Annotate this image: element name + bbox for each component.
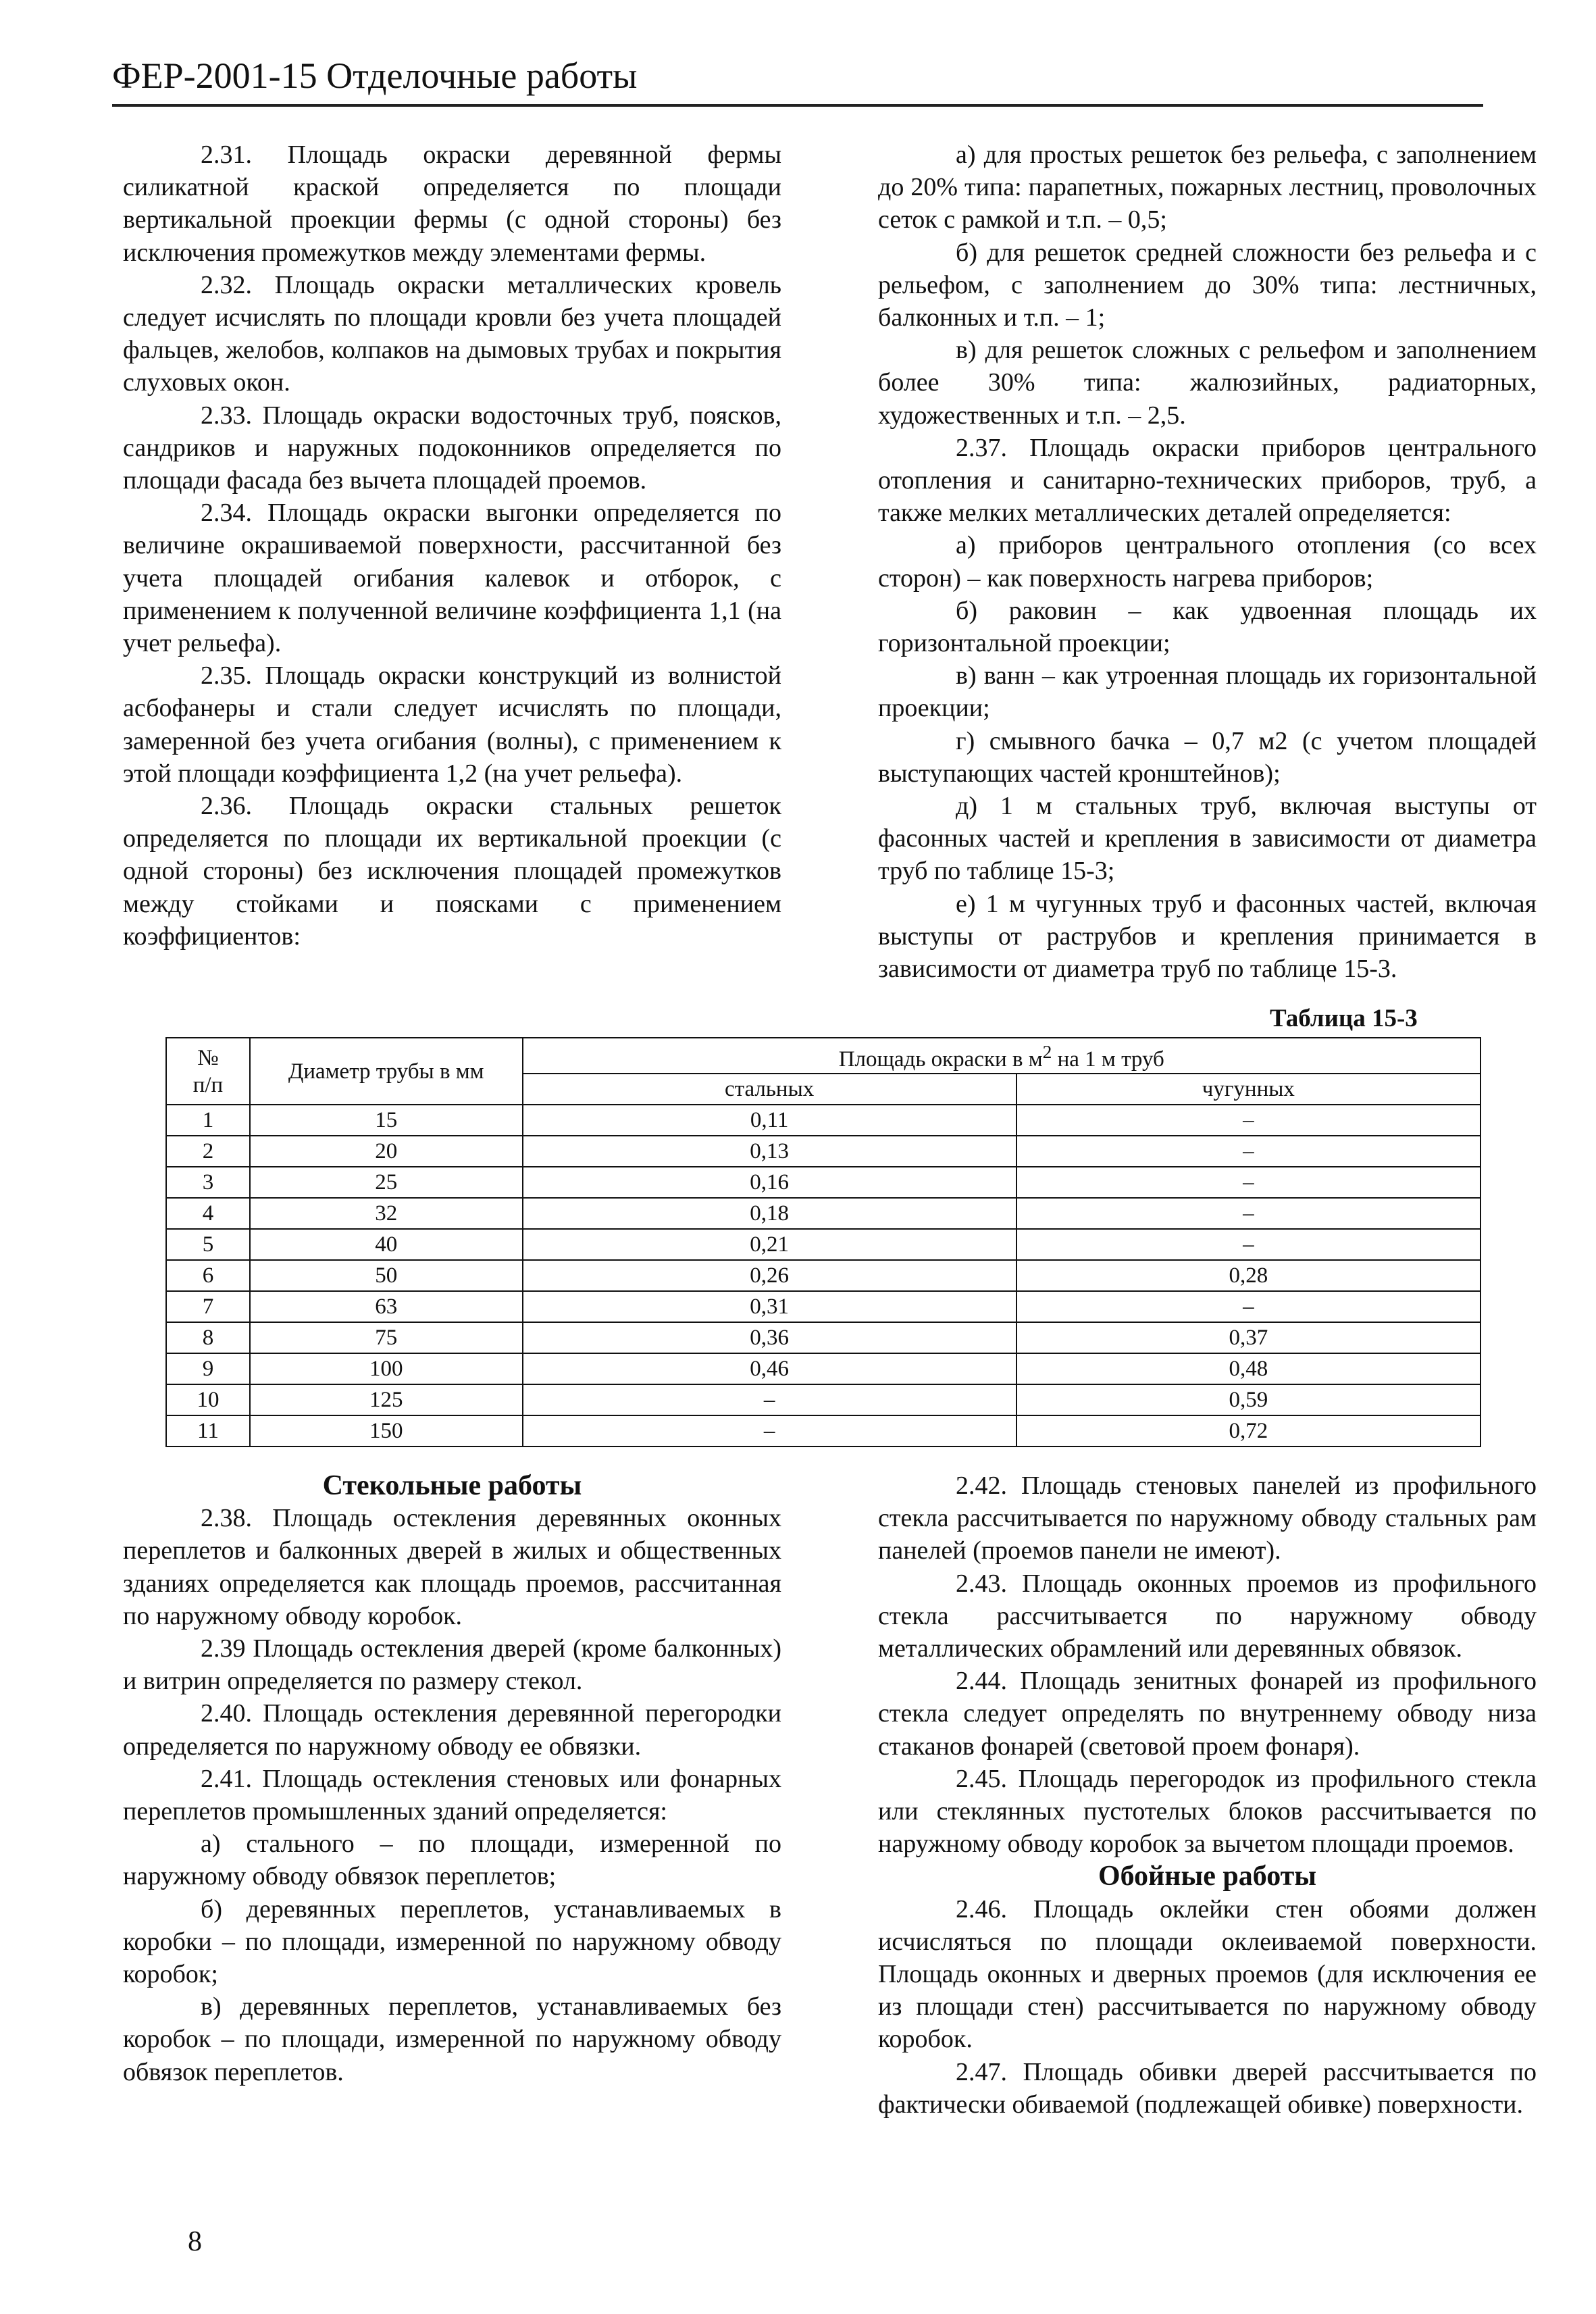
glass-works-heading: Стекольные работы xyxy=(322,1470,582,1501)
table-row xyxy=(166,1229,1481,1260)
cell-cast-iron: – xyxy=(1016,1105,1481,1136)
cell-cast-iron: – xyxy=(1016,1229,1481,1260)
paragraph: 2.37. Площадь окраски приборов центрального отопления и санитарно-технических приборов, труб, а также мелких металлических деталей определяется: xyxy=(878,433,1537,528)
cell-number: 6 xyxy=(166,1260,250,1291)
header-area-text: Площадь окраски в м xyxy=(838,1047,1043,1072)
cell-diameter: 150 xyxy=(250,1415,523,1447)
paragraph: 2.36. Площадь окраски стальных решеток определяется по площади их вертикальной проекции (с одной стороны) без исключения площадей промежутков между стойками и поясками с применением коэффициентов: xyxy=(123,792,781,951)
cell-steel: – xyxy=(523,1415,1016,1447)
cell-steel: – xyxy=(523,1384,1016,1415)
cell-number: 10 xyxy=(166,1384,250,1415)
paragraph: д) 1 м стальных труб, включая выступы от фасонных частей и крепления в зависимости от диаметра труб по таблице 15-3; xyxy=(878,792,1537,886)
paragraph: 2.33. Площадь окраски водосточных труб, поясков, сандриков и наружных подоконников определяется по площади фасада без вычета площадей проемов. xyxy=(123,401,781,495)
paragraph: в) для решеток сложных с рельефом и заполнением более 30% типа: жалюзийных, радиаторных, художественных и т.п. – 2,5. xyxy=(878,336,1537,430)
paragraph: б) раковин – как удвоенная площадь их горизонтальной проекции; xyxy=(878,596,1537,658)
paragraph: 2.31. Площадь окраски деревянной фермы силикатной краской определяется по площади вертикальной проекции фермы (с одной стороны) без исключения промежутков между элементами фермы. xyxy=(123,141,781,267)
header-number-line2: п/п xyxy=(192,1072,224,1097)
paragraph: 2.47. Площадь обивки дверей рассчитывается по фактически обиваемой (подлежащей обивке) поверхности. xyxy=(878,2057,1537,2119)
cell-steel: 0,31 xyxy=(523,1291,1016,1322)
paragraph: г) смывного бачка – 0,7 м2 (с учетом площадей выступающих частей кронштейнов); xyxy=(878,726,1537,788)
cell-cast-iron: 0,48 xyxy=(1016,1353,1481,1384)
cell-number: 5 xyxy=(166,1229,250,1260)
cell-diameter: 125 xyxy=(250,1384,523,1415)
paragraph: 2.44. Площадь зенитных фонарей из профильного стекла следует определять по внутреннему обводу низа стаканов фонарей (световой проем фонаря). xyxy=(878,1667,1537,1761)
cell-number: 2 xyxy=(166,1136,250,1167)
table-row xyxy=(166,1353,1481,1384)
paragraph: 2.39 Площадь остекления дверей (кроме балконных) и витрин определяется по размеру стекол. xyxy=(123,1634,781,1696)
cell-cast-iron: – xyxy=(1016,1167,1481,1198)
cell-number: 9 xyxy=(166,1353,250,1384)
paragraph: а) стального – по площади, измеренной по наружному обводу обвязок переплетов; xyxy=(123,1830,781,1891)
table-row xyxy=(166,1105,1481,1136)
header-cast-iron: чугунных xyxy=(1016,1074,1481,1105)
header-diameter: Диаметр трубы в мм xyxy=(250,1038,523,1105)
cell-number: 4 xyxy=(166,1198,250,1229)
table-row xyxy=(166,1136,1481,1167)
cell-cast-iron: 0,72 xyxy=(1016,1415,1481,1447)
cell-steel: 0,11 xyxy=(523,1105,1016,1136)
cell-diameter: 40 xyxy=(250,1229,523,1260)
table-caption: Таблица 15-3 xyxy=(1270,1005,1418,1032)
right-column-top xyxy=(878,139,1537,985)
cell-number: 11 xyxy=(166,1415,250,1447)
cell-steel: 0,21 xyxy=(523,1229,1016,1260)
cell-steel: 0,18 xyxy=(523,1198,1016,1229)
cell-cast-iron: 0,59 xyxy=(1016,1384,1481,1415)
cell-steel: 0,46 xyxy=(523,1353,1016,1384)
paragraph: 2.46. Площадь оклейки стен обоями должен исчисляться по площади оклеиваемой поверхности. Площадь оконных и дверных проемов (для исключения ее из площади стен) рассчитывается по наружному обводу коробок. xyxy=(878,1894,1537,2054)
cell-diameter: 32 xyxy=(250,1198,523,1229)
cell-cast-iron: – xyxy=(1016,1198,1481,1229)
header-area-sup: 2 xyxy=(1042,1041,1052,1062)
table-header-row xyxy=(166,1038,1481,1074)
table-row xyxy=(166,1167,1481,1198)
paragraph: е) 1 м чугунных труб и фасонных частей, включая выступы от раструбов и крепления принимается в зависимости от диаметра труб по таблице 15-3. xyxy=(878,889,1537,984)
cell-diameter: 75 xyxy=(250,1322,523,1353)
cell-diameter: 20 xyxy=(250,1136,523,1167)
cell-diameter: 15 xyxy=(250,1105,523,1136)
paragraph: 2.35. Площадь окраски конструкций из волнистой асбофанеры и стали следует исчислять по площади, замеренной без учета огибания (волны), с применением к этой площади коэффициента 1,2 (на учет рельефа). xyxy=(123,661,781,788)
paragraph: 2.45. Площадь перегородок из профильного стекла или стеклянных пустотелых блоков рассчитывается по наружному обводу коробок за вычетом площади проемов. xyxy=(878,1764,1537,1859)
page-header: ФЕР-2001-15 Отделочные работы xyxy=(112,55,638,96)
table-row xyxy=(166,1291,1481,1322)
cell-diameter: 25 xyxy=(250,1167,523,1198)
paragraph: а) приборов центрального отопления (со всех сторон) – как поверхность нагрева приборов; xyxy=(878,531,1537,593)
cell-cast-iron: 0,28 xyxy=(1016,1260,1481,1291)
header-steel: стальных xyxy=(523,1074,1016,1105)
cell-diameter: 50 xyxy=(250,1260,523,1291)
cell-cast-iron: 0,37 xyxy=(1016,1322,1481,1353)
table-row xyxy=(166,1198,1481,1229)
wallpaper-works-heading: Обойные работы xyxy=(1098,1861,1317,1892)
pipe-paint-area-table xyxy=(165,1037,1481,1447)
paragraph: б) для решеток средней сложности без рельефа и с рельефом, с заполнением до 30% типа: лестничных, балконных и т.п. – 1; xyxy=(878,238,1537,332)
paragraph: а) для простых решеток без рельефа, с заполнением до 20% типа: парапетных, пожарных лестниц, проволочных сеток с рамкой и т.п. – 0,5; xyxy=(878,141,1537,234)
cell-steel: 0,26 xyxy=(523,1260,1016,1291)
cell-diameter: 100 xyxy=(250,1353,523,1384)
table-body xyxy=(166,1038,1481,1447)
header-number xyxy=(166,1038,250,1105)
cell-steel: 0,13 xyxy=(523,1136,1016,1167)
header-area xyxy=(523,1038,1481,1074)
cell-steel: 0,16 xyxy=(523,1167,1016,1198)
page-number: 8 xyxy=(188,2226,202,2257)
table-row xyxy=(166,1322,1481,1353)
table-row xyxy=(166,1415,1481,1447)
cell-number: 8 xyxy=(166,1322,250,1353)
paragraph: 2.34. Площадь окраски выгонки определяется по величине окрашиваемой поверхности, рассчитанной без учета площадей огибания калевок и отборок, с применением к полученной величине коэффициента 1,1 (на учет рельефа). xyxy=(123,499,781,658)
paragraph: 2.41. Площадь остекления стеновых или фонарных переплетов промышленных зданий определяется: xyxy=(123,1764,781,1826)
paragraph: 2.42. Площадь стеновых панелей из профильного стекла рассчитывается по наружному обводу стальных рам панелей (проемов панели не имеют). xyxy=(878,1472,1537,1565)
header-area-text-end: на 1 м труб xyxy=(1052,1047,1164,1072)
paragraph: б) деревянных переплетов, устанавливаемых в коробки – по площади, измеренной по наружному обводу коробок; xyxy=(123,1894,781,1989)
table-row xyxy=(166,1260,1481,1291)
cell-steel: 0,36 xyxy=(523,1322,1016,1353)
cell-cast-iron: – xyxy=(1016,1291,1481,1322)
paragraph: 2.43. Площадь оконных проемов из профильного стекла рассчитывается по наружному обводу металлических обрамлений или деревянных обвязок. xyxy=(878,1569,1537,1663)
paragraph: в) деревянных переплетов, устанавливаемых без коробок – по площади, измеренной по наружному обводу обвязок переплетов. xyxy=(123,1992,781,2086)
paragraph: 2.32. Площадь окраски металлических кровель следует исчислять по площади кровли без учета площадей фальцев, желобов, колпаков на дымовых трубах и покрытия слуховых окон. xyxy=(123,270,781,397)
header-number-line1: № xyxy=(197,1045,219,1070)
left-column-bottom xyxy=(123,1469,781,2088)
cell-number: 7 xyxy=(166,1291,250,1322)
cell-diameter: 63 xyxy=(250,1291,523,1322)
paragraph: 2.38. Площадь остекления деревянных оконных переплетов и балконных дверей в жилых и общественных зданиях определяется как площадь проемов, рассчитанная по наружному обводу коробок. xyxy=(123,1504,781,1630)
paragraph: в) ванн – как утроенная площадь их горизонтальной проекции; xyxy=(878,661,1537,723)
right-column-bottom xyxy=(878,1469,1537,2121)
table-row xyxy=(166,1384,1481,1415)
cell-number: 1 xyxy=(166,1105,250,1136)
header-rule xyxy=(112,104,1483,107)
cell-cast-iron: – xyxy=(1016,1136,1481,1167)
cell-number: 3 xyxy=(166,1167,250,1198)
paragraph: 2.40. Площадь остекления деревянной перегородки определяется по наружному обводу ее обвязки. xyxy=(123,1699,781,1761)
left-column-top xyxy=(123,139,781,953)
